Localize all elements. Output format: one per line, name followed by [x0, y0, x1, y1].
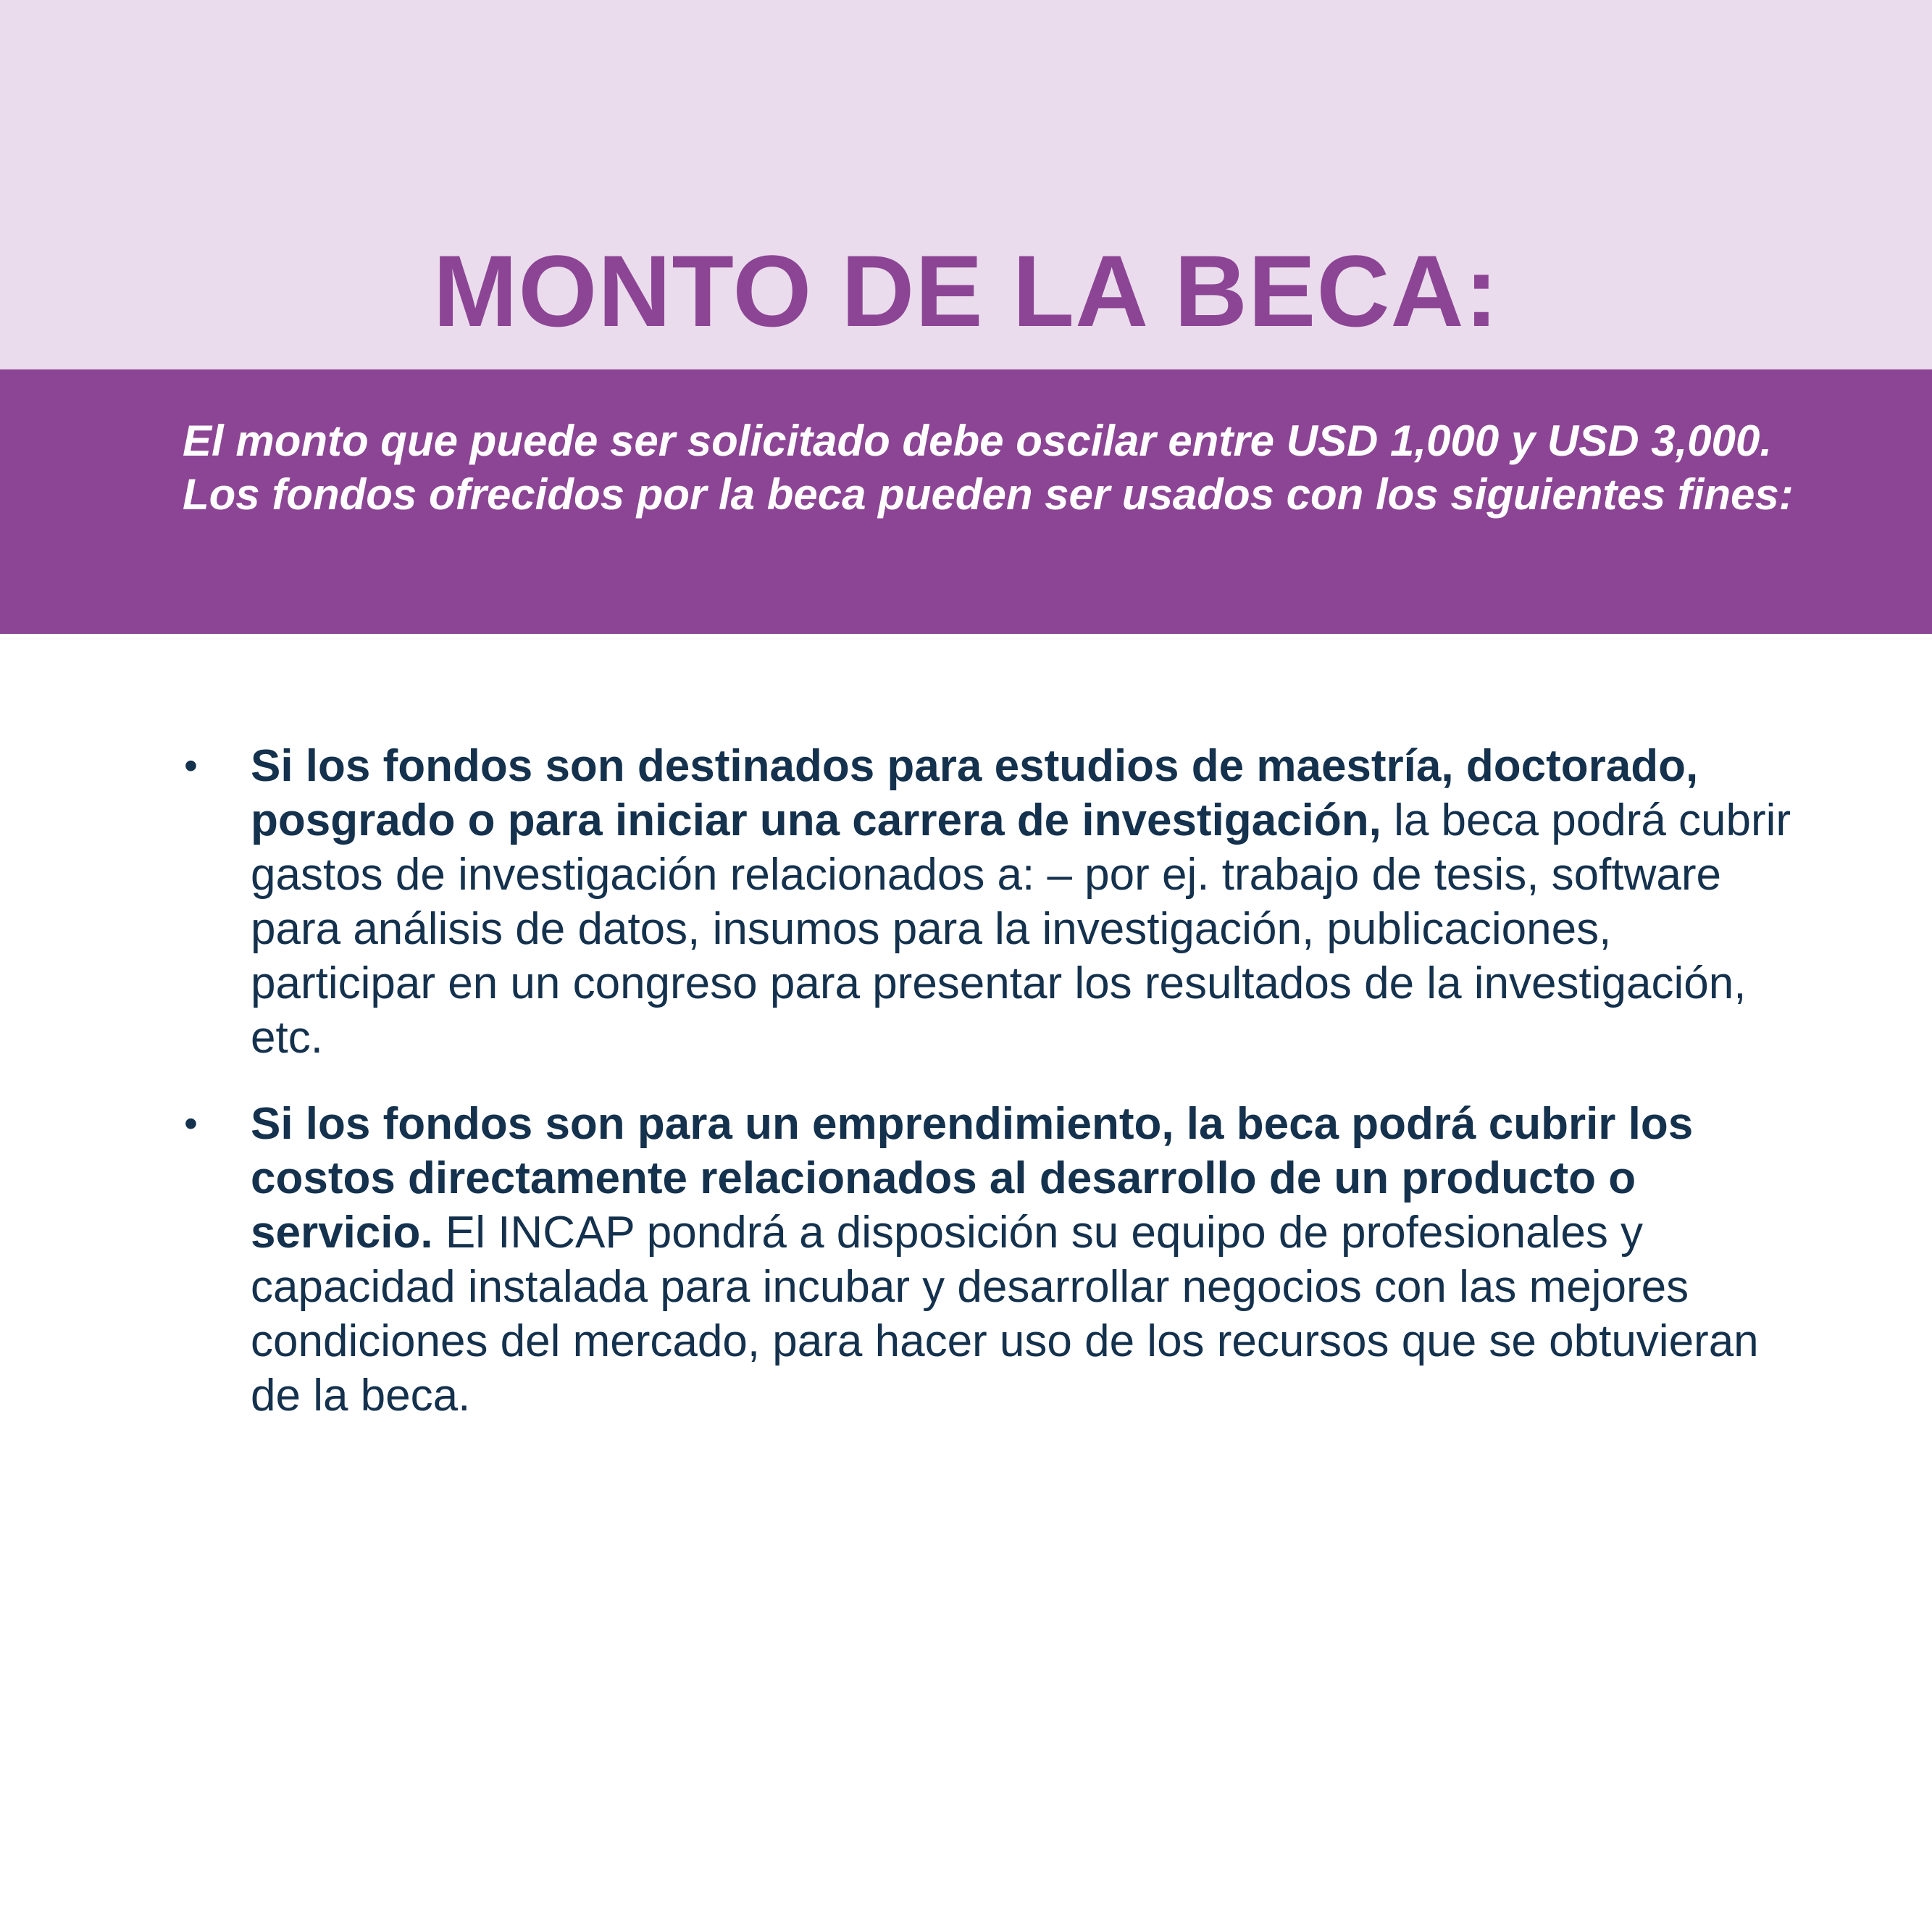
intro-paragraph: El monto que puede ser solicitado debe oscilar entre USD 1,000 y USD 3,000. Los fondos ofrecidos por la beca pueden ser usados con los siguientes fines:: [183, 417, 1794, 519]
page-title: MONTO DE LA BECA:: [432, 234, 1500, 348]
list-item-research-heading: Si los fondos son destinados para estudios de maestría, doctorado, posgrado o para iniciar una carrera de investigación,: [251, 741, 1699, 845]
bullet-icon: •: [184, 744, 198, 787]
list-item-research-text: la beca podrá cubrir gastos de investigación relacionados a: – por ej. trabajo de tesis, software para análisis de datos, insumos para la investigación, publicaciones, participar en un congreso para presentar los resultados de la investigación, etc.: [251, 795, 1791, 1063]
bullet-icon: •: [184, 1102, 198, 1145]
uses-list: [174, 739, 1804, 1455]
list-item-research: [174, 739, 1804, 1065]
list-item-entrepreneurship-text: El INCAP pondrá a disposición su equipo de profesionales y capacidad instalada para incubar y desarrollar negocios con las mejores condiciones del mercado, para hacer uso de los recursos que se obtuvieran de la beca.: [251, 1208, 1759, 1421]
list-item-entrepreneurship: [174, 1097, 1804, 1423]
list-item-entrepreneurship-heading: Si los fondos son para un emprendimiento, la beca podrá cubrir los costos directamente relacionados al desarrollo de un producto o servicio.: [251, 1099, 1694, 1258]
